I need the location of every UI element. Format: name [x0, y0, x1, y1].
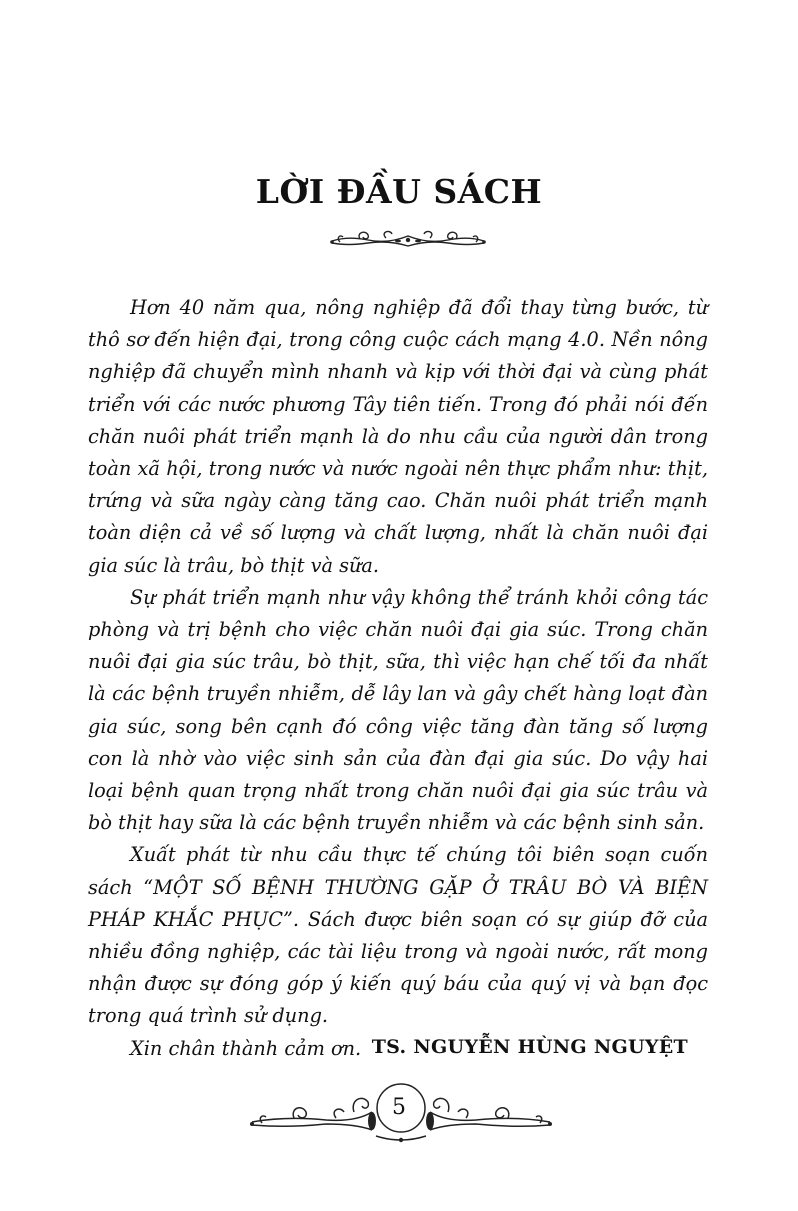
paragraph-2: Sự phát triển mạnh như vậy không thể tránh khỏi công tác phòng và trị bệnh cho việc chăn nuôi đại gia súc. Trong chăn nuôi đại gia súc trâu, bò thịt, sữa, thì việc hạn chế tối đa nhất là các bệnh truyền nhiễm, dễ lây lan và gây chết hàng loạt đàn gia súc, song bên cạnh đó công việc tăng đàn tăng số lượng con là nhờ vào việc sinh sản của đàn đại gia súc. Do vậy hai loại bệnh quan trọng nhất trong chăn nuôi đại gia súc trâu và bò thịt hay sữa là các bệnh truyền nhiễm và các bệnh sinh sản.	[88, 585, 708, 835]
paragraph-3: Xuất phát từ nhu cầu thực tế chúng tôi biên soạn cuốn sách “MỘT SỐ BỆNH THƯỜNG GẶP Ở TRÂU BÒ VÀ BIỆN PHÁP KHẮC PHỤC”. Sách được biên soạn có sự giúp đỡ của nhiều đồng nghiệp, các tài liệu trong và ngoài nước, rất mong nhận được sự đóng góp ý kiến quý báu của quý vị và bạn đọc trong quá trình sử dụng.	[88, 843, 708, 1028]
paragraph-1: Hơn 40 năm qua, nông nghiệp đã đổi thay từng bước, từ thô sơ đến hiện đại, trong công cuộc cách mạng 4.0. Nền nông nghiệp đã chuyển mình nhanh và kịp với thời đại và cùng phát triển với các nước phương Tây tiên tiến. Trong đó phải nói đến chăn nuôi phát triển mạnh là do nhu cầu của người dân trong toàn xã hội, trong nước và nước ngoài nên thực phẩm như: thịt, trứng và sữa ngày càng tăng cao. Chăn nuôi phát triển mạnh toàn diện cả về số lượng và chất lượng, nhất là chăn nuôi đại gia súc là trâu, bò thịt và sữa.	[88, 296, 708, 577]
page-number: 5	[392, 1095, 406, 1120]
title-flourish-ornament-icon	[328, 226, 488, 252]
foreword-body	[88, 292, 708, 1065]
paragraph-4: Xin chân thành cảm ơn.	[130, 1036, 362, 1060]
page-title: LỜI ĐẦU SÁCH	[255, 172, 543, 211]
author-signature: TS. NGUYỄN HÙNG NGUYỆT	[371, 1036, 688, 1058]
